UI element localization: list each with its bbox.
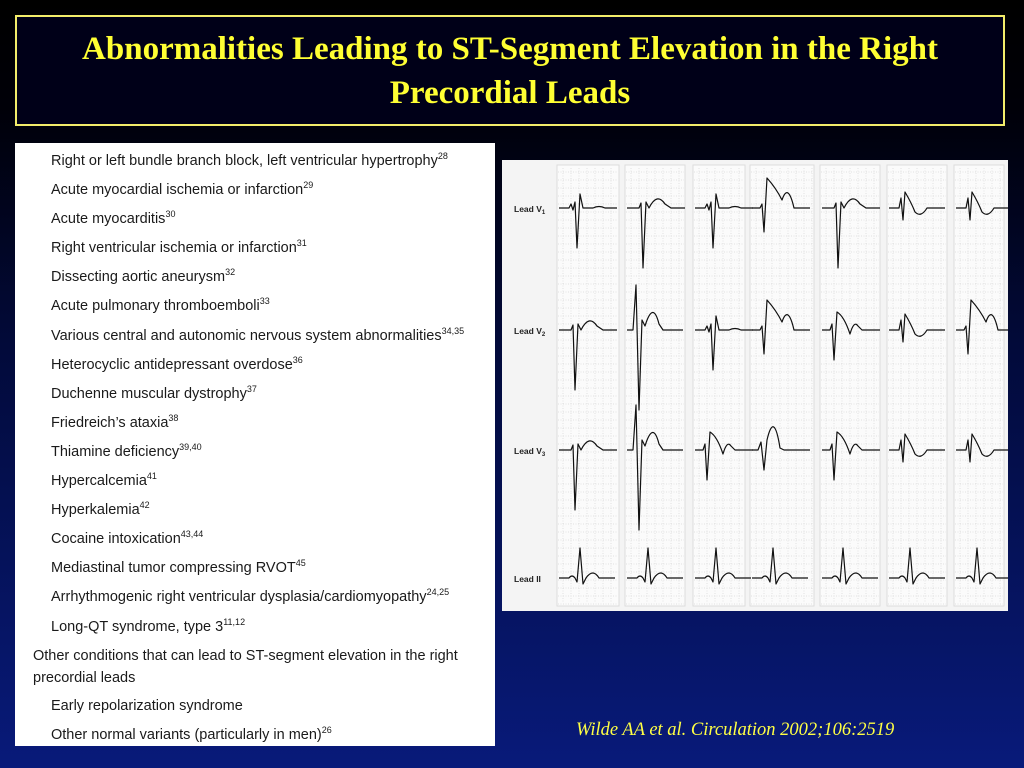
- condition-text: Right ventricular ischemia or infarction: [51, 240, 297, 257]
- condition-text: Acute myocardial ischemia or infarction: [51, 182, 304, 199]
- condition-item: [15, 721, 495, 750]
- reference-number: 42: [139, 500, 150, 511]
- condition-item: [15, 467, 495, 496]
- reference-number: 26: [321, 724, 332, 735]
- title-box: [15, 15, 1005, 126]
- condition-text: Dissecting aortic aneurysm: [51, 269, 226, 286]
- reference-number: 31: [296, 238, 307, 249]
- condition-text: Various central and autonomic nervous system abnormalities: [51, 327, 442, 344]
- condition-text: Mediastinal tumor compressing RVOT: [51, 560, 296, 577]
- condition-item: [15, 409, 495, 438]
- conditions-list: [15, 147, 495, 642]
- condition-item: [15, 263, 495, 292]
- condition-item: [15, 147, 495, 176]
- reference-number: 43,44: [180, 529, 204, 540]
- lead-label: Lead $V_1$: [514, 204, 546, 216]
- condition-text: Hypercalcemia: [51, 473, 147, 490]
- condition-text: Other normal variants (particularly in men): [51, 726, 322, 743]
- other-conditions-heading: Other conditions that can lead to ST-segment elevation in the right precordial leads: [33, 647, 458, 686]
- condition-item: [15, 234, 495, 263]
- condition-item: [15, 292, 495, 321]
- condition-text: Hyperkalemia: [51, 502, 140, 519]
- reference-number: 29: [303, 180, 314, 191]
- ecg-figure: [502, 160, 1008, 611]
- condition-item: [15, 351, 495, 380]
- condition-item: [15, 613, 495, 642]
- condition-text: Long-QT syndrome, type 3: [51, 618, 224, 635]
- reference-number: 39,40: [179, 442, 202, 453]
- condition-text: Arrhythmogenic right ventricular dysplasia/cardiomyopathy: [51, 589, 427, 606]
- reference-number: 28: [437, 151, 448, 162]
- reference-number: 38: [168, 413, 179, 424]
- reference-number: 32: [225, 267, 236, 278]
- condition-item: [15, 554, 495, 583]
- condition-item: [15, 525, 495, 554]
- ecg-traces: [502, 160, 1008, 611]
- condition-item: [15, 176, 495, 205]
- condition-item: [15, 583, 495, 612]
- condition-item: [15, 438, 495, 467]
- reference-number: 30: [165, 209, 176, 220]
- reference-number: 45: [295, 558, 306, 569]
- lead-label: Lead $V_3$: [514, 446, 546, 458]
- other-conditions-list: [15, 692, 495, 750]
- condition-item: [15, 322, 495, 351]
- reference-number: 33: [259, 296, 270, 307]
- condition-item: [15, 496, 495, 525]
- reference-number: 36: [292, 354, 303, 365]
- reference-number: 24,25: [426, 587, 450, 598]
- condition-text: Acute myocarditis: [51, 211, 166, 228]
- condition-text: Heterocyclic antidepressant overdose: [51, 356, 293, 373]
- condition-text: Cocaine intoxication: [51, 531, 181, 548]
- ecg-strip: [954, 165, 1004, 606]
- lead-label: Lead $V_2$: [514, 326, 546, 338]
- condition-text: Right or left bundle branch block, left ventricular hypertrophy: [51, 153, 438, 169]
- reference-number: 37: [246, 383, 257, 394]
- citation: Wilde AA et al. Circulation 2002;106:2519: [576, 720, 895, 740]
- lead-label: Lead II: [514, 574, 541, 584]
- condition-item: [15, 205, 495, 234]
- condition-text: Thiamine deficiency: [51, 443, 180, 460]
- slide-title: Abnormalities Leading to ST-Segment Elevation in the Right Precordial Leads: [82, 30, 938, 111]
- condition-text: Friedreich’s ataxia: [51, 414, 169, 431]
- condition-item: [15, 692, 495, 721]
- reference-number: 41: [146, 471, 157, 482]
- reference-number: 34,35: [441, 325, 465, 336]
- condition-text: Duchenne muscular dystrophy: [51, 385, 247, 402]
- condition-text: Acute pulmonary thromboemboli: [51, 298, 260, 315]
- reference-number: 11,12: [223, 616, 246, 627]
- condition-item: [15, 380, 495, 409]
- conditions-list-panel: [15, 143, 495, 746]
- condition-text: Early repolarization syndrome: [51, 697, 243, 714]
